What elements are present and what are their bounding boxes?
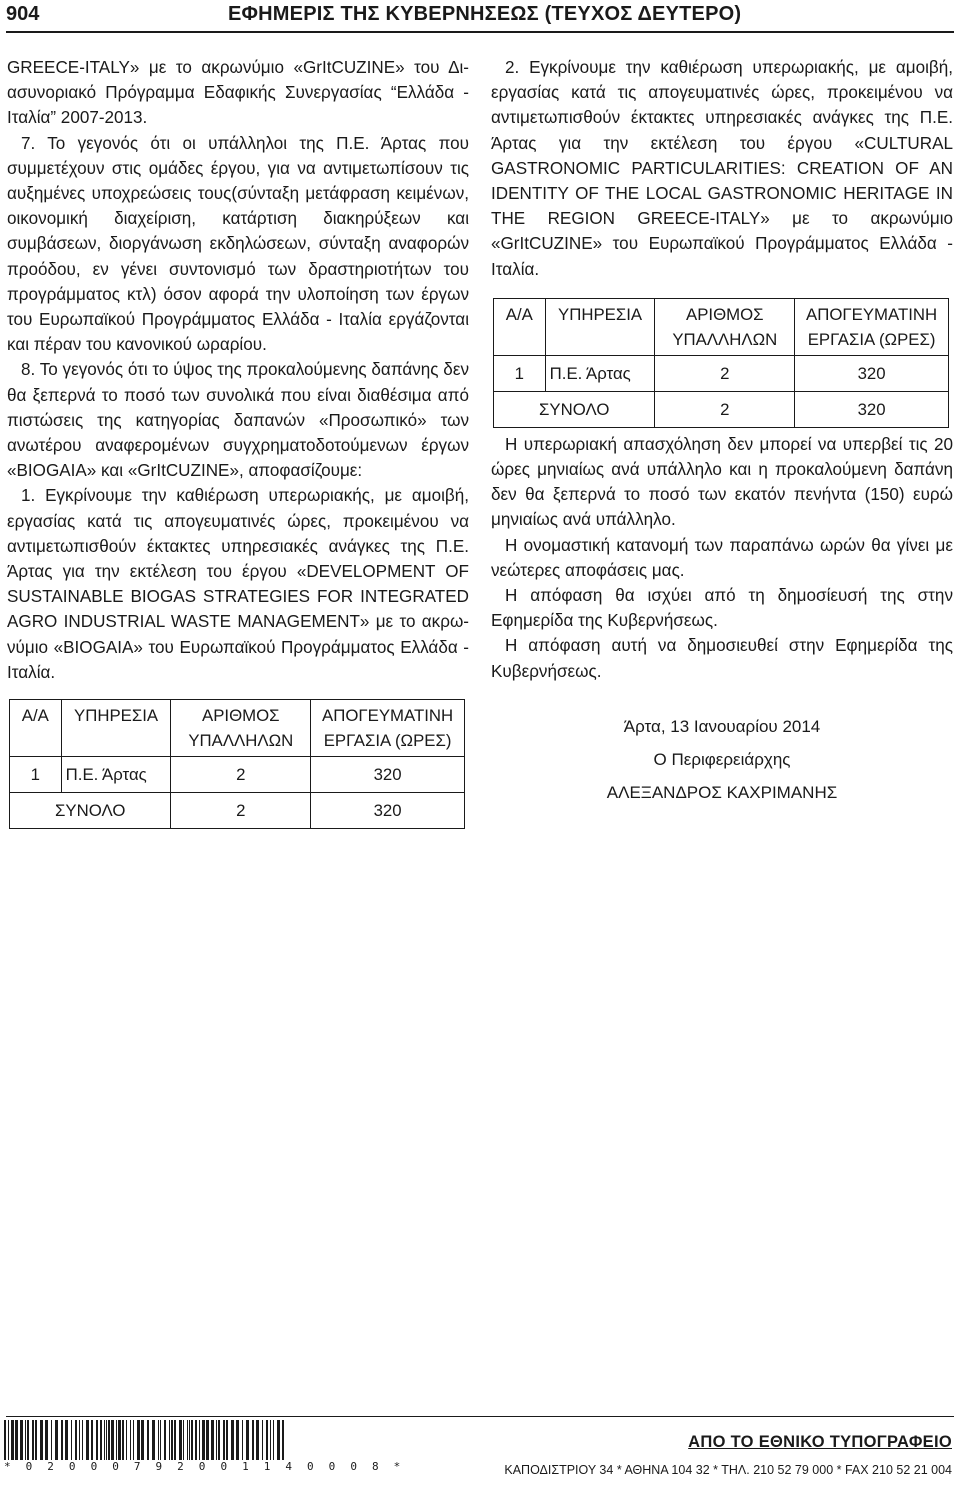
paragraph-overtime-limit: Η υπερωριακή απασχόληση δεν μπορεί να υπερβεί τις 20 ώρες μηνιαίως ανά υπάλληλο και η προκαλούμενη δαπάνη δεν θα ξεπερνά το ποσό των εκατόν πενήντα (150) ευρώ μηνιαίως ανά υπάλληλο. xyxy=(491,434,953,530)
table-cell: 1 xyxy=(10,757,62,793)
table-header-cell: ΑΡΙΘΜΟΣ ΥΠΑΛΛΗΛΩΝ xyxy=(171,700,311,757)
table-total-row xyxy=(494,391,949,427)
signature-place-date: Άρτα, 13 Ιανουαρίου 2014 xyxy=(623,716,821,736)
table-header-cell: ΑΠΟΓΕΥΜΑΤΙΝΗ ΕΡΓΑΣΙΑ (ΩΡΕΣ) xyxy=(795,298,949,355)
paragraph: GREECE-ITALY» με το ακρωνύμιο «GrItCUZINE» του Διασυνοριακό Πρόγραμμα Εδαφικής Συνεργασίας “Ελλάδα - Ιταλία” 2007-2013. xyxy=(7,58,469,128)
footer-rule xyxy=(6,1416,954,1417)
right-column xyxy=(491,55,953,809)
table-header-cell: ΑΠΟΓΕΥΜΑΤΙΝΗ ΕΡΓΑΣΙΑ (ΩΡΕΣ) xyxy=(311,700,465,757)
paragraph-decision-1: 1. Εγκρίνουμε την καθιέρωση υπερωριακής, με αμοιβή, εργασίας κατά τις απογευματινές ώρες, προκειμένου να αντιμετωπισθούν έκτακτες υπηρεσιακές ανάγκες της Π.Ε. Άρτας για την εκτέλεση του έργου «DEVELOPMENT OF SUSTAINABLE BIOGAS STRATEGIES FOR INTEGRATED AGRO INDUSTRIAL WASTE MANAGEMENT» με το ακρωνύμιο «BIOGAIA» του Ευρωπαϊκού Προγράμματος Ελλάδα - Ιταλία. xyxy=(7,486,469,682)
table-row xyxy=(494,355,949,391)
publisher-name: ΑΠΟ ΤΟ ΕΘΝΙΚΟ ΤΥΠΟΓΡΑΦΕΙΟ xyxy=(688,1433,952,1451)
page-header xyxy=(0,0,960,46)
signature-name: ΑΛΕΞΑΝΔΡΟΣ ΚΑΧΡΙΜΑΝΗΣ xyxy=(606,782,838,802)
table-cell: 320 xyxy=(795,391,949,427)
signature-block xyxy=(491,710,953,809)
header-rule xyxy=(6,31,954,33)
table-header-cell: ΥΠΗΡΕΣΙΑ xyxy=(545,298,655,355)
table-header-row xyxy=(10,700,465,757)
table-total-row xyxy=(10,793,465,829)
overtime-table-grit-cuzine xyxy=(493,298,949,428)
table-header-cell: ΥΠΗΡΕΣΙΑ xyxy=(61,700,171,757)
table-header-row xyxy=(494,298,949,355)
table-cell: 2 xyxy=(655,355,795,391)
barcode xyxy=(4,1420,405,1473)
publisher-address: ΚΑΠΟΔΙΣΤΡΙΟΥ 34 * ΑΘΗΝΑ 104 32 * ΤΗΛ. 210 52 79 000 * FAX 210 52 21 004 xyxy=(504,1463,952,1477)
table-cell: 1 xyxy=(494,355,546,391)
paragraph-validity: Η απόφαση θα ισχύει από τη δημοσίευσή της στην Εφημερίδα της Κυβερνήσεως. xyxy=(491,586,953,631)
signature-role: Ο Περιφερειάρχης xyxy=(653,749,791,769)
table-cell: 320 xyxy=(311,793,465,829)
paragraph-item-8: 8. Το γεγονός ότι το ύψος της προκαλούμενης δαπάνης δεν θα ξεπερνά το ποσό των συνολικά που είναι διαθέσιμα από πιστώσεις της κατηγορίας δαπανών «Προσωπικό» των ανωτέρου αναφερομένων συγχρηματοδοτούμενων έργων «BIOGAIA» και «GrItCUZINE», αποφασίζουμε: xyxy=(7,360,469,481)
running-title: ΕΦΗΜΕΡΙΣ ΤΗΣ ΚΥΒΕΡΝΗΣΕΩΣ (ΤΕΥΧΟΣ ΔΕΥΤΕΡΟ) xyxy=(228,3,742,25)
paragraph-decision-2: 2. Εγκρίνουμε την καθιέρωση υπερωριακής, με αμοιβή, εργασίας κατά τις απογευματινές ώρες, προκειμένου να αντιμετωπισθούν έκτακτες υπηρεσιακές ανάγκες της Π.Ε. Άρτας για την εκτέλεση του έργου «CULTURAL GASTRONOMIC PARTICULARITIES: CREATION OF AN IDENTITY OF THE LOCAL GASTRONOMIC HERITAGE IN THE REGION GREECE-ITALY» με το ακρωνύμιο «GrItCUZINE» του Ευρωπαϊκού Προγράμματος Ελλάδα - Ιταλία. xyxy=(491,58,953,279)
table-header-cell: ΑΡΙΘΜΟΣ ΥΠΑΛΛΗΛΩΝ xyxy=(655,298,795,355)
table-cell: Π.Ε. Άρτας xyxy=(545,355,655,391)
table-cell: 320 xyxy=(311,757,465,793)
table-header-cell: Α/Α xyxy=(494,298,546,355)
paragraph-publication: Η απόφαση αυτή να δημοσιευθεί στην Εφημερίδα της Κυβερνήσεως. xyxy=(491,636,953,681)
page-number: 904 xyxy=(6,3,40,25)
paragraph-allocation: Η ονομαστική κατανομή των παραπάνω ωρών θα γίνει με νεώτερες αποφάσεις μας. xyxy=(491,535,953,580)
table-total-label: ΣΥΝΟΛΟ xyxy=(10,793,171,829)
overtime-table-biogaia xyxy=(9,699,465,829)
table-cell: 320 xyxy=(795,355,949,391)
paragraph-item-7: 7. Το γεγονός ότι οι υπάλληλοι της Π.Ε. Άρτας που συμμετέχουν στις ομάδες έργου, για να αντιμετωπίσουν τις αυξημένες υποχρεώσεις τους(σύνταξη μετάφραση κειμένων, οικονομική διαχείριση, κατάρτιση διακηρύξεων και συμβάσεων, διοργάνωση εκδηλώσεων, σύνταξη αναφορών προόδου, εν γένει συντονισμό των δραστηριοτήτων του προγράμματος κτλ) όσον αφορά την υλοποίηση των έργων του Ευρωπαϊκού Προγράμματος Ελλάδα - Ιταλία εργάζονται και πέραν του κανονικού ωραρίου. xyxy=(7,133,469,355)
barcode-bars xyxy=(4,1420,292,1460)
table-cell: 2 xyxy=(655,391,795,427)
table-row xyxy=(10,757,465,793)
left-column xyxy=(7,55,469,829)
table-header-cell: Α/Α xyxy=(10,700,62,757)
table-cell: Π.Ε. Άρτας xyxy=(61,757,171,793)
barcode-bar xyxy=(282,1420,284,1460)
table-cell: 2 xyxy=(171,757,311,793)
barcode-digits: * 0 2 0 0 0 7 9 2 0 0 1 1 4 0 0 0 8 * xyxy=(4,1460,405,1473)
table-cell: 2 xyxy=(171,793,311,829)
table-total-label: ΣΥΝΟΛΟ xyxy=(494,391,655,427)
